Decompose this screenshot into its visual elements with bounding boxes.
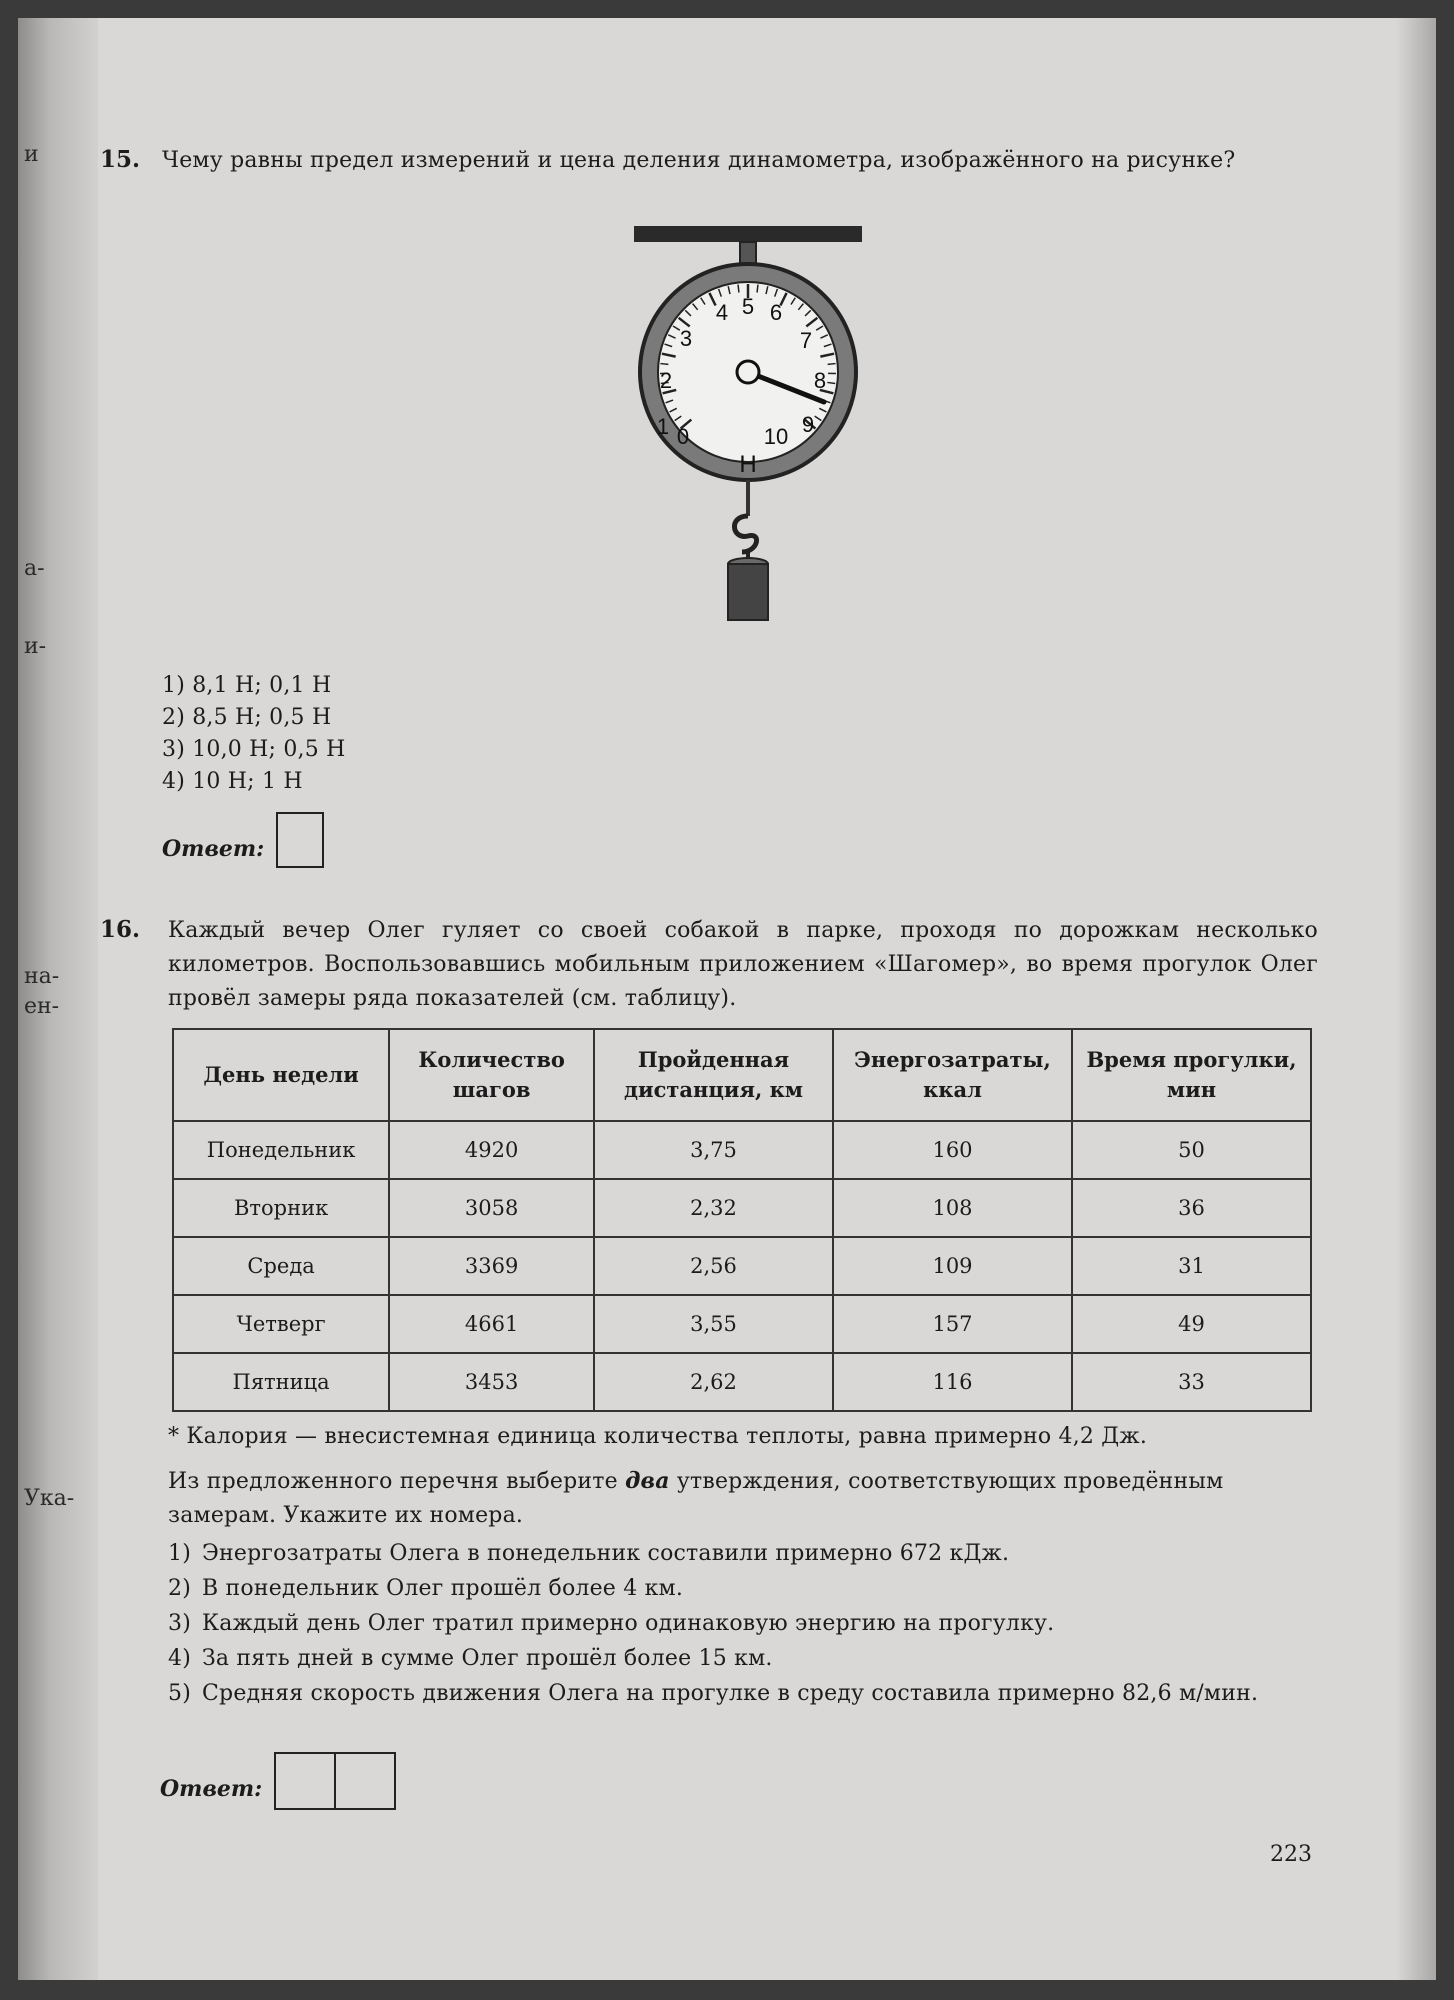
margin-fragment: и-: [24, 634, 47, 659]
option-text: 8,5 Н; 0,5 Н: [192, 705, 332, 730]
hook: [734, 516, 756, 552]
statement-number: 3): [168, 1611, 191, 1636]
dial-number: 9: [801, 412, 815, 437]
statement-number: 4): [168, 1646, 191, 1671]
instruction-emphasis: два: [625, 1468, 670, 1494]
option-number: 1): [162, 673, 185, 698]
dynamometer-figure: [628, 224, 868, 624]
margin-fragment: и: [24, 142, 39, 167]
table-cell: 4920: [389, 1121, 594, 1179]
dial-number: 3: [679, 326, 693, 351]
calorie-footnote: * Калория — внесистемная единица количества теплоты, равна примерно 4,2 Дж.: [168, 1424, 1148, 1449]
table-cell: 108: [833, 1179, 1072, 1237]
dial-number: 10: [763, 424, 789, 449]
option-2: [162, 702, 346, 734]
dial-tick: [660, 364, 668, 365]
dial-number: 8: [813, 368, 827, 393]
table-row: [173, 1121, 1311, 1179]
table-cell: 2,32: [594, 1179, 833, 1237]
statement-text: Средняя скорость движения Олега на прогулке в среду составила примерно 82,6 м/мин.: [202, 1681, 1259, 1706]
table-cell: 2,56: [594, 1237, 833, 1295]
table-cell: Пятница: [173, 1353, 389, 1411]
table-row: [173, 1179, 1311, 1237]
table-cell: 3,75: [594, 1121, 833, 1179]
dial-number: 5: [741, 294, 755, 319]
task-15-answer-box[interactable]: [276, 812, 324, 868]
dial-number: 6: [769, 300, 783, 325]
table-cell: Вторник: [173, 1179, 389, 1237]
task-16-answer-label: Ответ:: [160, 1776, 263, 1802]
option-text: 10,0 Н; 0,5 Н: [192, 737, 346, 762]
table-row: [173, 1237, 1311, 1295]
option-text: 10 Н; 1 Н: [192, 769, 303, 794]
dial-tick: [738, 285, 739, 293]
task-16-answer-box-2[interactable]: [334, 1752, 396, 1810]
table-cell: Четверг: [173, 1295, 389, 1353]
task-15-question: Чему равны предел измерений и цена деления динамометра, изображённого на рисунке?: [162, 148, 1236, 173]
page-number: 223: [1270, 1842, 1312, 1867]
statement-2: [168, 1571, 1318, 1606]
table-cell: 33: [1072, 1353, 1311, 1411]
header-steps: Количество шагов: [389, 1029, 594, 1121]
table-cell: 109: [833, 1237, 1072, 1295]
table-cell: 3453: [389, 1353, 594, 1411]
margin-fragment: Ука-: [24, 1486, 75, 1511]
support-bar: [634, 226, 862, 242]
statement-number: 5): [168, 1681, 191, 1706]
task-16-statements: [168, 1536, 1318, 1711]
task-16-instruction: [168, 1464, 1318, 1533]
statement-number: 1): [168, 1541, 191, 1566]
option-number: 3): [162, 737, 185, 762]
statement-text: За пять дней в сумме Олег прошёл более 15 км.: [202, 1646, 773, 1671]
option-3: [162, 734, 346, 766]
dial-number: 4: [715, 300, 729, 325]
header-energy: Энергозатраты, ккал: [833, 1029, 1072, 1121]
header-distance: Пройденная дистанция, км: [594, 1029, 833, 1121]
dial-number: 7: [799, 328, 813, 353]
statement-text: Энергозатраты Олега в понедельник составили примерно 672 кДж.: [202, 1541, 1010, 1566]
weight-body: [728, 564, 768, 620]
table-header-row: [173, 1029, 1311, 1121]
task-15-answer-label: Ответ:: [162, 836, 265, 862]
textbook-page: [18, 18, 1436, 1980]
instruction-part: утверждения, соответствующих проведённым замерам. Укажите их номера.: [168, 1469, 1224, 1528]
table-cell: Среда: [173, 1237, 389, 1295]
margin-fragment: а-: [24, 556, 45, 581]
statement-5: [168, 1676, 1318, 1711]
table-cell: 36: [1072, 1179, 1311, 1237]
table-cell: 2,62: [594, 1353, 833, 1411]
table-cell: Понедельник: [173, 1121, 389, 1179]
statement-3: [168, 1606, 1318, 1641]
task-15-number: 15.: [100, 146, 141, 173]
statement-number: 2): [168, 1576, 191, 1601]
table-row: [173, 1295, 1311, 1353]
margin-fragment: на-: [24, 964, 60, 989]
task-16-answer-box-1[interactable]: [274, 1752, 336, 1810]
statement-1: [168, 1536, 1318, 1571]
option-4: [162, 766, 346, 798]
margin-fragment: ен-: [24, 994, 60, 1019]
table-cell: 3058: [389, 1179, 594, 1237]
statement-4: [168, 1641, 1318, 1676]
pedometer-table: [172, 1028, 1312, 1412]
table-cell: 160: [833, 1121, 1072, 1179]
option-number: 4): [162, 769, 185, 794]
instruction-part: Из предложенного перечня выберите: [168, 1469, 626, 1494]
dial-tick: [827, 382, 835, 383]
option-1: [162, 670, 346, 702]
dial-tick: [828, 364, 836, 365]
needle-hub: [737, 361, 759, 383]
dial-number: 2: [659, 368, 673, 393]
dial-unit: Н: [739, 451, 757, 478]
table-cell: 3,55: [594, 1295, 833, 1353]
table-row: [173, 1353, 1311, 1411]
table-cell: 157: [833, 1295, 1072, 1353]
statement-text: В понедельник Олег прошёл более 4 км.: [202, 1576, 684, 1601]
dial-number: 1: [656, 414, 670, 439]
option-text: 8,1 Н; 0,1 Н: [192, 673, 332, 698]
header-day: День недели: [173, 1029, 389, 1121]
table-cell: 116: [833, 1353, 1072, 1411]
task-15-options: [162, 670, 346, 798]
table-cell: 31: [1072, 1237, 1311, 1295]
table-cell: 4661: [389, 1295, 594, 1353]
table-cell: 50: [1072, 1121, 1311, 1179]
statement-text: Каждый день Олег тратил примерно одинаковую энергию на прогулку.: [202, 1611, 1055, 1636]
option-number: 2): [162, 705, 185, 730]
table-cell: 3369: [389, 1237, 594, 1295]
page-edge-shade: [1396, 18, 1436, 1980]
header-time: Время прогулки, мин: [1072, 1029, 1311, 1121]
task-16-intro: Каждый вечер Олег гуляет со своей собакой в парке, проходя по дорожкам несколько километров. Воспользовавшись мобильным приложением «Шагомер», во время прогулок Олег провёл замеры ряда показателей (см. таблицу).: [168, 918, 1318, 1011]
task-16-number: 16.: [100, 916, 141, 943]
dial-tick: [757, 285, 758, 293]
dial-number: 0: [676, 424, 690, 449]
table-cell: 49: [1072, 1295, 1311, 1353]
